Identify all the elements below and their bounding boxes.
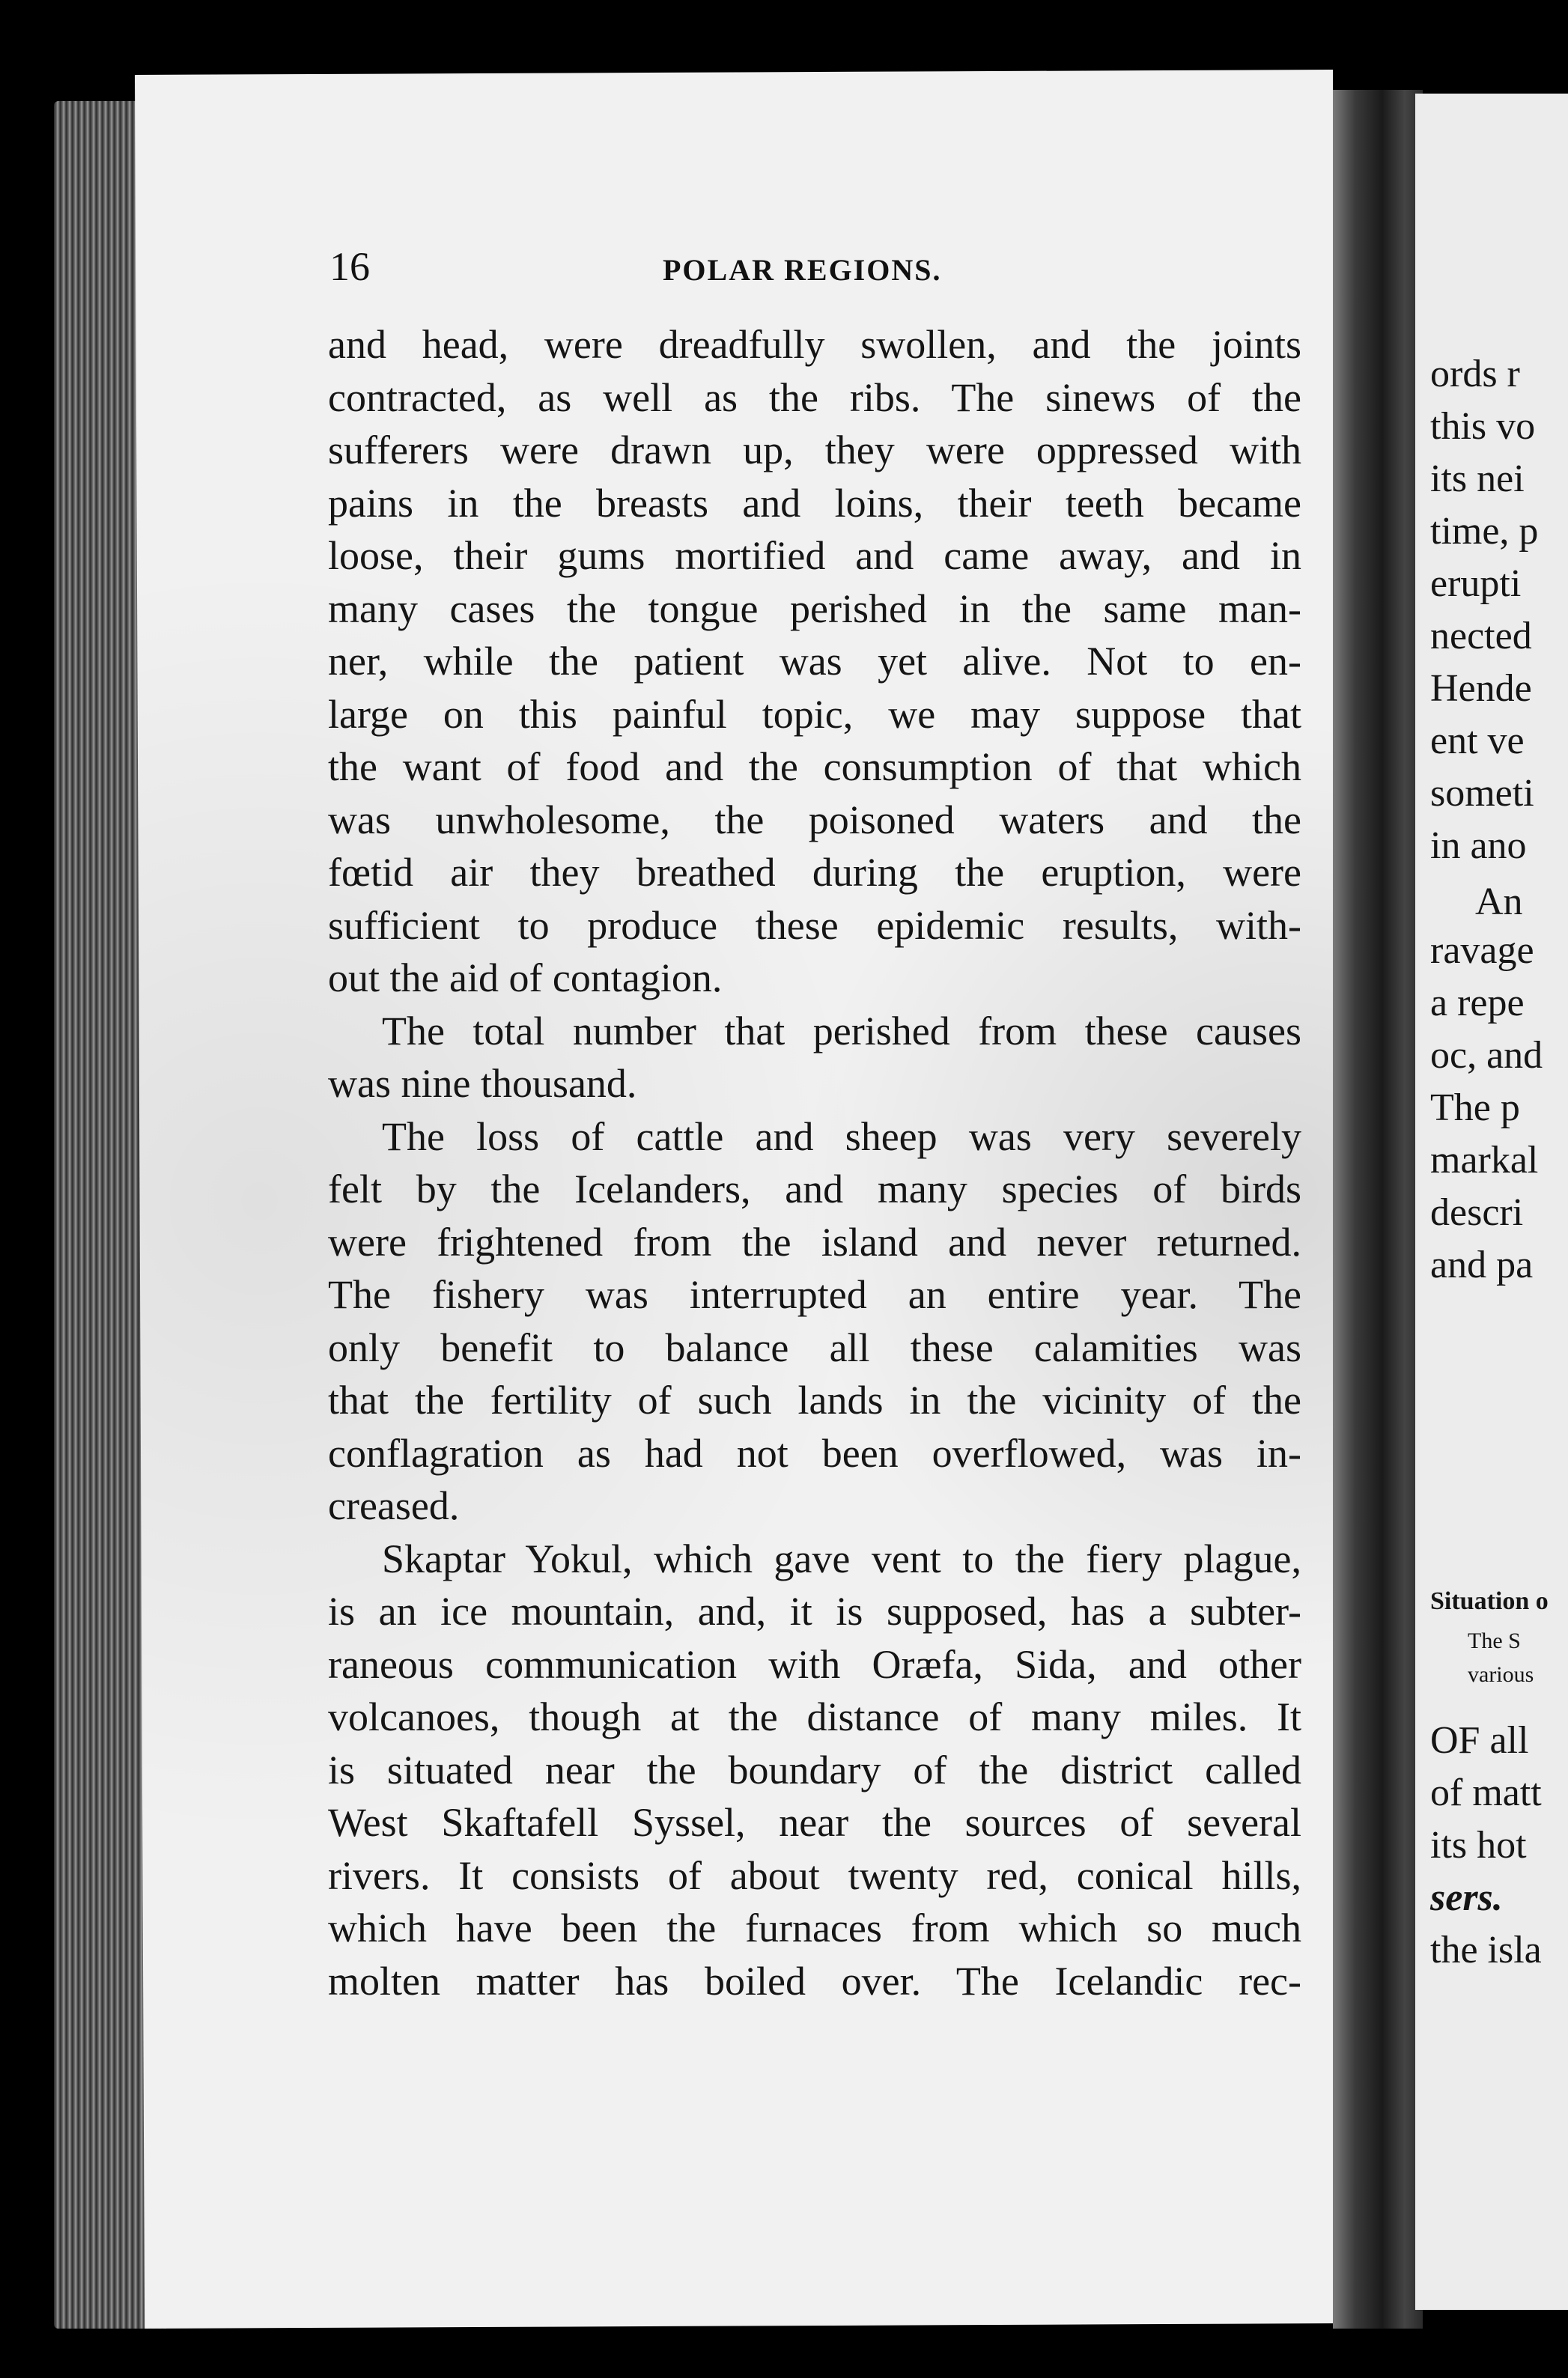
text-line: is situated near the boundary of the district called: [328, 1747, 1301, 1792]
text-line: is an ice mountain, and, it is supposed, has a subter-: [328, 1589, 1301, 1634]
right-page-text-fragment: and pa: [1430, 1244, 1534, 1286]
text-line: contracted, as well as the ribs. The sinews of the: [328, 374, 1301, 420]
text-line: volcanoes, though at the distance of many miles. It: [328, 1694, 1301, 1739]
text-line: the want of food and the consumption of that which: [328, 744, 1301, 789]
right-page-text-fragment: a repe: [1430, 982, 1525, 1024]
right-page-text-fragment: Hende: [1430, 667, 1532, 710]
text-line: sufferers were drawn up, they were oppressed with: [328, 428, 1301, 472]
right-page-text-fragment: ords r: [1430, 353, 1520, 395]
text-line: conflagration as had not been overflowed, was in-: [328, 1430, 1301, 1476]
right-page-text-fragment: nected: [1430, 615, 1532, 657]
text-line: Skaptar Yokul, which gave vent to the fiery plague,: [382, 1536, 1301, 1581]
page-header: [329, 243, 1303, 303]
text-line: and head, were dreadfully swollen, and the joints: [328, 322, 1301, 367]
text-line: was unwholesome, the poisoned waters and the: [328, 797, 1301, 842]
right-page-text-fragment: The p: [1430, 1086, 1520, 1129]
text-line: The fishery was interrupted an entire year. The: [328, 1272, 1301, 1317]
right-page-text-fragment: this vo: [1430, 405, 1536, 448]
right-page-text-fragment: someti: [1430, 772, 1534, 815]
book-gutter: [1333, 90, 1423, 2329]
text-line: molten matter has boiled over. The Icelandic rec-: [328, 1958, 1301, 2004]
right-page-text-fragment: oc, and: [1430, 1034, 1543, 1077]
right-page-text-fragment: its nei: [1430, 457, 1525, 500]
right-page-text-fragment: OF all: [1430, 1719, 1529, 1762]
right-page-text-fragment: An: [1475, 881, 1523, 923]
running-head: POLAR REGIONS.: [663, 253, 942, 287]
text-line: West Skaftafell Syssel, near the sources of several: [328, 1800, 1301, 1845]
right-page-text-fragment: The S: [1468, 1629, 1521, 1653]
text-line: loose, their gums mortified and came away, and in: [328, 533, 1301, 578]
text-line: fœtid air they breathed during the eruption, were: [328, 850, 1301, 895]
text-line: The loss of cattle and sheep was very severely: [382, 1113, 1301, 1159]
right-page-text-fragment: various: [1468, 1662, 1534, 1687]
text-line: The total number that perished from these causes: [382, 1008, 1301, 1053]
body-text: [328, 318, 1301, 2007]
text-line: raneous communication with Oræfa, Sida, and other: [328, 1641, 1301, 1687]
text-line: out the aid of contagion.: [328, 955, 723, 1000]
text-line: felt by the Icelanders, and many species of birds: [328, 1167, 1301, 1211]
right-page-fragment: [1415, 94, 1568, 2310]
right-page-text-fragment: markal: [1430, 1139, 1539, 1182]
text-line: sufficient to produce these epidemic results, with-: [328, 902, 1301, 948]
right-page-text-fragment: in ano: [1430, 824, 1527, 867]
text-line: were frightened from the island and never returned.: [328, 1219, 1301, 1265]
text-line: pains in the breasts and loins, their teeth became: [328, 480, 1301, 526]
text-line: that the fertility of such lands in the vicinity of the: [328, 1378, 1301, 1423]
text-line: ner, while the patient was yet alive. Not to en-: [328, 639, 1301, 684]
right-page-text-fragment: of matt: [1430, 1772, 1542, 1814]
text-line: which have been the furnaces from which so much: [328, 1906, 1301, 1950]
text-line: many cases the tongue perished in the same man-: [328, 586, 1301, 631]
right-page-text-fragment: its hot: [1430, 1824, 1527, 1867]
right-page-text-fragment: Situation o: [1430, 1587, 1549, 1615]
right-page-text-fragment: sers.: [1430, 1876, 1503, 1919]
right-page-text-fragment: the isla: [1430, 1929, 1542, 1971]
text-line: large on this painful topic, we may suppose that: [328, 691, 1301, 737]
right-page-text-fragment: time, p: [1430, 510, 1539, 553]
text-line: rivers. It consists of about twenty red, conical hills,: [328, 1852, 1301, 1898]
right-page-text-fragment: descri: [1430, 1191, 1524, 1234]
text-line: only benefit to balance all these calamities was: [328, 1325, 1301, 1370]
text-line: was nine thousand.: [328, 1061, 637, 1106]
text-line: creased.: [328, 1483, 460, 1528]
right-page-text-fragment: ent ve: [1430, 720, 1525, 762]
right-page-text-fragment: ravage: [1430, 929, 1534, 972]
page-number: 16: [329, 244, 370, 289]
right-page-text-fragment: erupti: [1430, 562, 1522, 605]
